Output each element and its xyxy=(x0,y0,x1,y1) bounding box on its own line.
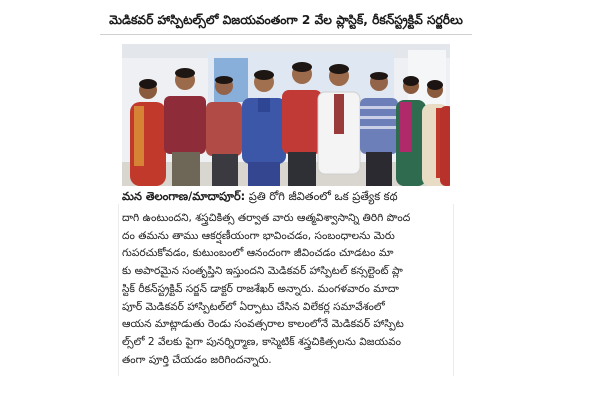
article-body xyxy=(122,210,444,370)
body-line: దం తమను తాము ఆకర్షణీయంగా భావించడం, సంబంధాలను మెరు xyxy=(122,229,395,242)
dateline-place: మన తెలంగాణ/మాదాపూర్: xyxy=(122,190,246,203)
body-line: స్టిక్ రీకన్‌స్ట్రక్టివ్ సర్జన్ డాక్టర్ రాజశేఖర్ అన్నారు. మంగళవారం మాదా xyxy=(122,282,399,295)
body-line: దాగి ఉంటుందని, శస్త్రచికిత్స తర్వాత వారు ఆత్మవిశ్వాసాన్ని తిరిగి పొంద xyxy=(122,212,411,224)
person-10 xyxy=(440,106,450,186)
body-line: గుపరచుకోవడం, కుటుంబంలో ఆనందంగా జీవించడం చూడటం మా xyxy=(122,247,394,260)
headline: మెడికవర్ హాస్పిటల్స్‌లో విజయవంతంగా 2 వేల ప్లాస్టిక్, రీకన్‌స్ట్రక్టివ్ సర్జరీలు xyxy=(100,8,472,35)
body-line: పూర్ మెడికవర్ హాస్పిటల్‌లో ఏర్పాటు చేసిన విలేకర్ల సమావేశంలో xyxy=(122,300,385,313)
body-line: కు అపారమైన సంతృప్తిని ఇస్తుందని మెడికవర్ హాస్పిటల్ కన్సల్టెంట్ ప్లా xyxy=(122,265,403,278)
group-photo xyxy=(122,44,450,186)
body-line: తంగా పూర్తి చేయడం జరిగిందన్నారు. xyxy=(122,353,272,366)
dateline-lead: ప్రతి రోగి జీవితంలో ఒక ప్రత్యేక కథ xyxy=(248,190,398,203)
dateline xyxy=(122,188,452,206)
body-line: ల్స్‌లో 2 వేలకు పైగా పునర్నిర్మాణ, కాస్మెటిక్ శస్త్రచికిత్సలను విజయవం xyxy=(122,335,402,348)
body-line: ఆయన మాట్లాడుతు రెండు సంవత్సరాల కాలంలోనే మెడికవర్ హాస్పిట xyxy=(122,318,404,331)
